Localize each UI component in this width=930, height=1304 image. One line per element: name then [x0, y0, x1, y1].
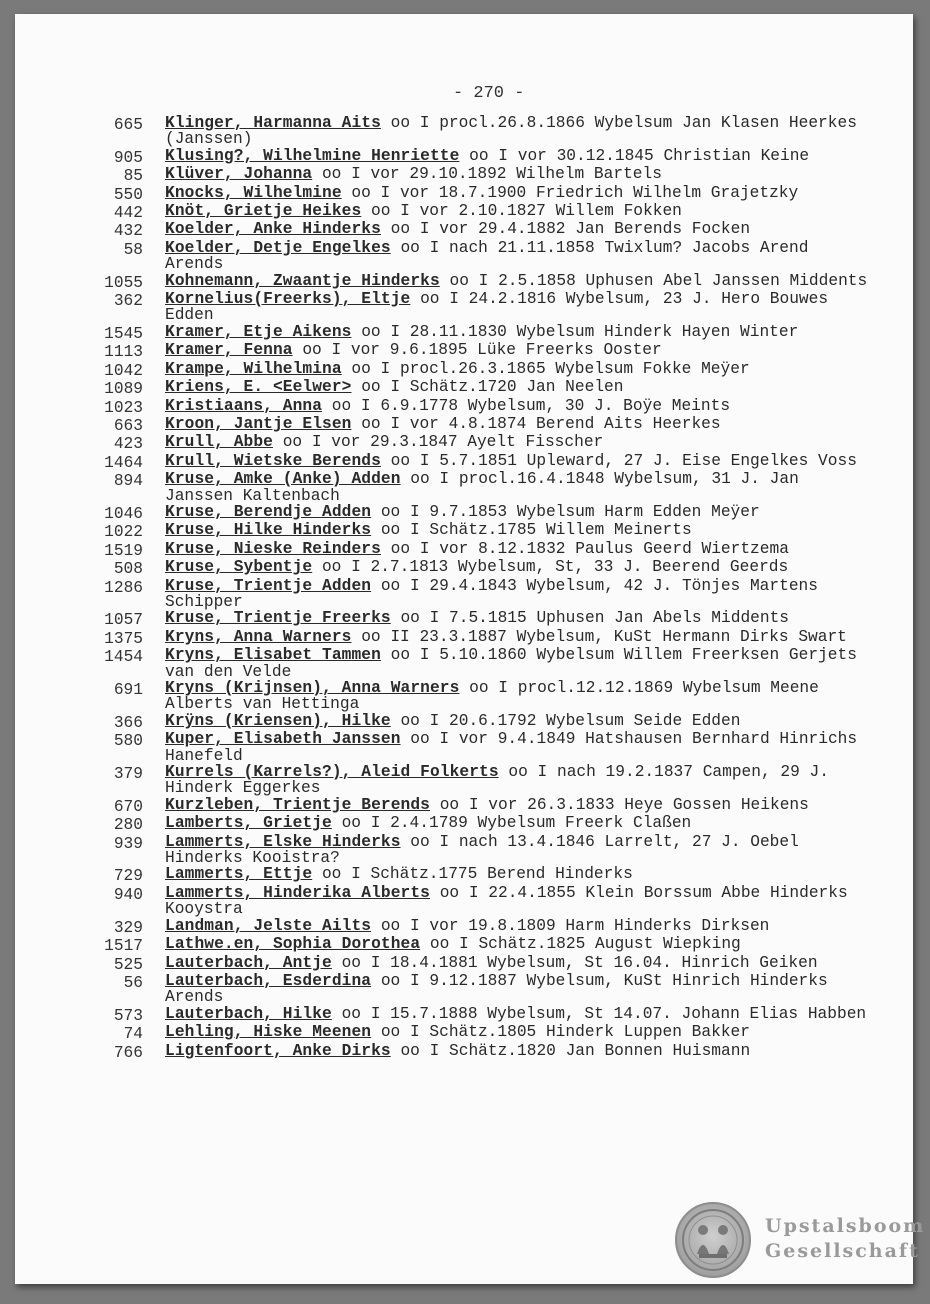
entry-text: [165, 541, 913, 559]
entry-name: Lauterbach, Esderdina: [165, 971, 372, 990]
entry-name: Klinger, Harmanna Aits: [165, 114, 381, 132]
entry-text: [165, 797, 913, 815]
entry-details: oo I 24.2.1816 Wybelsum, 23 J. Hero Bouwes Edden: [165, 290, 829, 325]
entry-row: [15, 866, 913, 884]
entry-text: [165, 918, 913, 936]
entry-details: oo I Schätz.1825 August Wiepking: [429, 935, 741, 954]
entry-name: Kryns, Anna Warners: [165, 627, 352, 646]
entry-name: Kriens, E. <Eelwer>: [165, 378, 352, 397]
entry-row: [15, 221, 913, 239]
entry-details: oo I procl.26.8.1866 Wybelsum Jan Klasen Heerkes (Janssen): [165, 114, 857, 149]
entry-name: Knöt, Grietje Heikes: [165, 202, 362, 221]
entry-details: oo I vor 2.10.1827 Willem Fokken: [371, 202, 682, 221]
entry-row: [15, 629, 913, 647]
entry-number: 1375: [104, 629, 143, 648]
entry-name: Kuper, Elisabeth Janssen: [165, 730, 401, 749]
entry-name: Kruse, Berendje Adden: [165, 502, 372, 521]
entry-details: oo I 6.9.1778 Wybelsum, 30 J. Boÿe Meints: [331, 396, 731, 415]
entry-name: Landman, Jelste Ailts: [165, 916, 372, 935]
entry-number: 1042: [104, 361, 143, 380]
entry-name: Kornelius(Freerks), Eltje: [165, 290, 411, 309]
entry-text: [165, 834, 913, 867]
entry-row: [15, 504, 913, 522]
entry-row: [15, 115, 913, 148]
entry-number: 905: [113, 148, 143, 167]
entry-name: Krampe, Wilhelmina: [165, 359, 342, 378]
entry-details: oo I vor 9.6.1895 Lüke Freerks Ooster: [302, 341, 662, 360]
entry-name: Kruse, Amke (Anke) Adden: [165, 470, 401, 489]
entry-number: 663: [113, 416, 143, 435]
entry-details: oo I 2.7.1813 Wybelsum, St, 33 J. Beerend Geerds: [321, 558, 789, 577]
entry-details: oo I vor 30.12.1845 Christian Keine: [469, 146, 810, 165]
entry-number: 508: [113, 560, 143, 579]
entry-text: [165, 416, 913, 434]
entry-row: [15, 361, 913, 379]
entry-number: 442: [113, 204, 143, 223]
entry-text: [165, 291, 913, 324]
entry-number: 366: [113, 713, 143, 732]
document-page: [15, 14, 926, 1284]
entry-name: Lauterbach, Antje: [165, 953, 332, 972]
entry-text: [165, 680, 913, 713]
entry-text: [165, 471, 913, 504]
entry-text: [165, 324, 913, 342]
entry-name: Knocks, Wilhelmine: [165, 183, 342, 202]
entry-row: [15, 578, 913, 611]
entry-text: [165, 713, 913, 731]
entry-row: [15, 203, 913, 221]
entry-number: 1517: [104, 937, 143, 956]
entry-row: [15, 291, 913, 324]
entry-number: 691: [113, 681, 143, 699]
entry-number: 670: [113, 797, 143, 816]
entry-row: [15, 342, 913, 360]
entry-row: [15, 764, 913, 797]
entry-name: Kurzleben, Trientje Berends: [165, 795, 430, 814]
entry-details: oo I nach 13.4.1846 Larrelt, 27 J. Oebel Hinderks Kooistra?: [165, 832, 799, 868]
entry-name: Lehling, Hiske Meenen: [165, 1023, 372, 1042]
entry-number: 1022: [104, 523, 143, 542]
entry-name: Kruse, Hilke Hinderks: [165, 521, 372, 540]
entry-text: [165, 578, 913, 611]
entry-row: [15, 324, 913, 342]
entry-text: [165, 504, 913, 522]
entry-number: 729: [113, 867, 143, 886]
entry-name: Krull, Abbe: [165, 433, 273, 452]
entry-details: oo I 29.4.1843 Wybelsum, 42 J. Tönjes Martens Schipper: [165, 576, 818, 611]
entry-row: [15, 918, 913, 936]
entry-row: [15, 1006, 913, 1024]
entry-text: [165, 559, 913, 577]
entry-details: oo I 2.5.1858 Uphusen Abel Janssen Middents: [449, 271, 868, 290]
entry-row: [15, 936, 913, 954]
entry-number: 74: [123, 1025, 143, 1044]
entry-text: [165, 379, 913, 397]
entry-number: 550: [113, 185, 143, 204]
entry-row: [15, 647, 913, 680]
entry-name: Lammerts, Ettje: [165, 865, 313, 884]
entry-name: Kryns (Krijnsen), Anna Warners: [165, 679, 460, 697]
seal-icon: [675, 1202, 751, 1278]
entry-number: 1519: [104, 541, 143, 560]
entry-number: 1057: [104, 611, 143, 630]
entry-name: Lammerts, Elske Hinderks: [165, 832, 401, 851]
entry-details: oo II 23.3.1887 Wybelsum, KuSt Hermann Dirks Swart: [361, 627, 847, 646]
entry-row: [15, 1024, 913, 1042]
entry-details: oo I Schätz.1720 Jan Neelen: [361, 378, 624, 397]
entry-row: [15, 541, 913, 559]
logo-line-1: Upstalsboom: [765, 1215, 926, 1237]
entry-text: [165, 1006, 913, 1024]
entry-text: [165, 955, 913, 973]
entry-text: [165, 342, 913, 360]
entry-text: [165, 885, 913, 918]
page-number: - 270 -: [453, 84, 525, 103]
entry-row: [15, 522, 913, 540]
entry-name: Lathwe.en, Sophia Dorothea: [165, 935, 421, 954]
entry-details: oo I 7.5.1815 Uphusen Jan Abels Middents: [400, 609, 790, 628]
society-logo: [661, 1202, 926, 1292]
entry-row: [15, 973, 913, 1006]
entry-number: 1055: [104, 273, 143, 292]
entry-details: oo I 5.7.1851 Upleward, 27 J. Eise Engelkes Voss: [390, 451, 857, 470]
entry-row: [15, 185, 913, 203]
entry-row: [15, 610, 913, 628]
logo-line-2: Gesellschaft: [765, 1240, 920, 1262]
entry-text: [165, 629, 913, 647]
entry-name: Koelder, Detje Engelkes: [165, 238, 391, 257]
entry-number: 940: [113, 885, 143, 904]
entry-number: 1286: [104, 578, 143, 597]
entry-name: Kruse, Sybentje: [165, 558, 313, 577]
entry-name: Kristiaans, Anna: [165, 396, 323, 415]
entry-number: 665: [113, 116, 143, 134]
entry-details: oo I vor 4.8.1874 Berend Aits Heerkes: [361, 414, 721, 433]
entry-text: [165, 610, 913, 628]
entry-number: 329: [113, 918, 143, 937]
entry-text: [165, 647, 913, 680]
entry-text: [165, 866, 913, 884]
entry-row: [15, 398, 913, 416]
entry-text: [165, 240, 913, 273]
entry-text: [165, 166, 913, 184]
entry-details: oo I vor 19.8.1809 Harm Hinderks Dirksen: [380, 916, 770, 935]
entry-row: [15, 713, 913, 731]
entry-text: [165, 731, 913, 764]
entry-row: [15, 559, 913, 577]
entry-text: [165, 453, 913, 471]
entry-row: [15, 166, 913, 184]
entry-text: [165, 273, 913, 291]
entry-row: [15, 885, 913, 918]
entry-number: 432: [113, 222, 143, 241]
entry-details: oo I 2.4.1789 Wybelsum Freerk Claßen: [341, 814, 692, 833]
entry-details: oo I vor 8.12.1832 Paulus Geerd Wiertzema: [390, 539, 789, 558]
entry-number: 1046: [104, 504, 143, 523]
entry-details: oo I Schätz.1805 Hinderk Luppen Bakker: [380, 1023, 750, 1042]
entry-details: oo I 28.11.1830 Wybelsum Hinderk Hayen Winter: [361, 322, 799, 341]
entry-name: Kramer, Etje Aikens: [165, 322, 352, 341]
entry-text: [165, 1024, 913, 1042]
entry-name: Klusing?, Wilhelmine Henriette: [165, 146, 460, 165]
entry-number: 280: [113, 816, 143, 835]
entry-text: [165, 522, 913, 540]
entry-details: oo I procl.16.4.1848 Wybelsum, 31 J. Jan Janssen Kaltenbach: [165, 470, 799, 505]
entry-row: [15, 834, 913, 867]
entry-text: [165, 815, 913, 833]
entry-text: [165, 398, 913, 416]
entry-details: oo I procl.12.12.1869 Wybelsum Meene Alberts van Hettinga: [165, 679, 819, 714]
entry-number: 573: [113, 1006, 143, 1025]
entry-name: Kruse, Trientje Freerks: [165, 609, 391, 628]
entry-number: 1023: [104, 398, 143, 417]
entry-name: Kurrels (Karrels?), Aleid Folkerts: [165, 763, 499, 782]
entry-text: [165, 936, 913, 954]
entry-list: [15, 115, 913, 1061]
entry-row: [15, 1043, 913, 1061]
entry-row: [15, 680, 913, 713]
entry-text: [165, 203, 913, 221]
entry-text: [165, 361, 913, 379]
entry-name: Krÿns (Kriensen), Hilke: [165, 711, 391, 730]
entry-row: [15, 416, 913, 434]
entry-row: [15, 955, 913, 973]
entry-name: Kroon, Jantje Elsen: [165, 414, 352, 433]
entry-details: oo I 18.4.1881 Wybelsum, St 16.04. Hinrich Geiken: [341, 953, 818, 972]
entry-details: oo I 5.10.1860 Wybelsum Willem Freerksen Gerjets van den Velde: [165, 646, 857, 681]
entry-number: 1464: [104, 453, 143, 472]
entry-number: 894: [113, 472, 143, 491]
entry-name: Krull, Wietske Berends: [165, 451, 381, 470]
entry-name: Lauterbach, Hilke: [165, 1004, 332, 1023]
entry-name: Koelder, Anke Hinderks: [165, 220, 381, 239]
entry-number: 1089: [104, 380, 143, 399]
entry-details: oo I Schätz.1820 Jan Bonnen Huismann: [400, 1041, 751, 1060]
entry-name: Kryns, Elisabet Tammen: [165, 646, 381, 665]
entry-details: oo I 22.4.1855 Klein Borssum Abbe Hinderks Kooystra: [165, 883, 848, 919]
entry-row: [15, 453, 913, 471]
entry-number: 379: [113, 765, 143, 784]
entry-details: oo I 9.12.1887 Wybelsum, KuSt Hinrich Hinderks Arends: [165, 971, 828, 1007]
entry-details: oo I vor 29.10.1892 Wilhelm Bartels: [321, 165, 662, 184]
entry-row: [15, 797, 913, 815]
entry-details: oo I vor 29.3.1847 Ayelt Fisscher: [282, 433, 604, 452]
entry-number: 85: [123, 167, 143, 186]
entry-details: oo I vor 29.4.1882 Jan Berends Focken: [390, 220, 751, 239]
entry-details: oo I nach 21.11.1858 Twixlum? Jacobs Arend Arends: [165, 238, 809, 274]
entry-name: Klüver, Johanna: [165, 165, 313, 184]
entry-row: [15, 731, 913, 764]
entry-text: [165, 221, 913, 239]
entry-details: oo I vor 9.4.1849 Hatshausen Bernhard Hinrichs Hanefeld: [165, 730, 858, 765]
entry-row: [15, 815, 913, 833]
entry-details: oo I vor 26.3.1833 Heye Gossen Heikens: [439, 795, 809, 814]
entry-text: [165, 148, 913, 166]
entry-name: Ligtenfoort, Anke Dirks: [165, 1041, 391, 1060]
entry-number: 423: [113, 435, 143, 454]
entry-text: [165, 434, 913, 452]
entry-number: 1545: [104, 324, 143, 343]
entry-text: [165, 185, 913, 203]
entry-number: 1454: [104, 648, 143, 667]
entry-name: Kruse, Nieske Reinders: [165, 539, 381, 558]
entry-row: [15, 240, 913, 273]
entry-details: oo I 15.7.1888 Wybelsum, St 14.07. Johann Elias Habben: [341, 1004, 867, 1023]
entry-text: [165, 973, 913, 1006]
entry-name: Kohnemann, Zwaantje Hinderks: [165, 271, 440, 290]
entry-row: [15, 148, 913, 166]
entry-row: [15, 379, 913, 397]
entry-row: [15, 471, 913, 504]
entry-number: 580: [113, 732, 143, 751]
entry-name: Lamberts, Grietje: [165, 814, 332, 833]
entry-number: 525: [113, 955, 143, 974]
entry-row: [15, 273, 913, 291]
entry-name: Kruse, Trientje Adden: [165, 576, 372, 595]
entry-name: Kramer, Fenna: [165, 341, 293, 360]
entry-number: 939: [113, 834, 143, 853]
entry-text: [165, 115, 913, 148]
entry-text: [165, 1043, 913, 1061]
entry-details: oo I vor 18.7.1900 Friedrich Wilhelm Grajetzky: [351, 183, 799, 202]
entry-details: oo I 9.7.1853 Wybelsum Harm Edden Meÿer: [380, 502, 760, 521]
entry-number: 56: [123, 973, 143, 992]
entry-text: [165, 764, 913, 797]
entry-number: 58: [123, 240, 143, 259]
entry-details: oo I Schätz.1785 Willem Meinerts: [380, 521, 692, 540]
entry-number: 766: [113, 1043, 143, 1062]
entry-number: 362: [113, 292, 143, 311]
entry-row: [15, 434, 913, 452]
entry-details: oo I procl.26.3.1865 Wybelsum Fokke Meÿer: [351, 359, 750, 378]
entry-number: 1113: [104, 343, 143, 362]
entry-name: Lammerts, Hinderika Alberts: [165, 883, 430, 902]
entry-details: oo I 20.6.1792 Wybelsum Seide Edden: [400, 711, 741, 730]
entry-details: oo I Schätz.1775 Berend Hinderks: [321, 865, 633, 884]
entry-details: oo I nach 19.2.1837 Campen, 29 J. Hinderk Eggerkes: [165, 763, 829, 798]
